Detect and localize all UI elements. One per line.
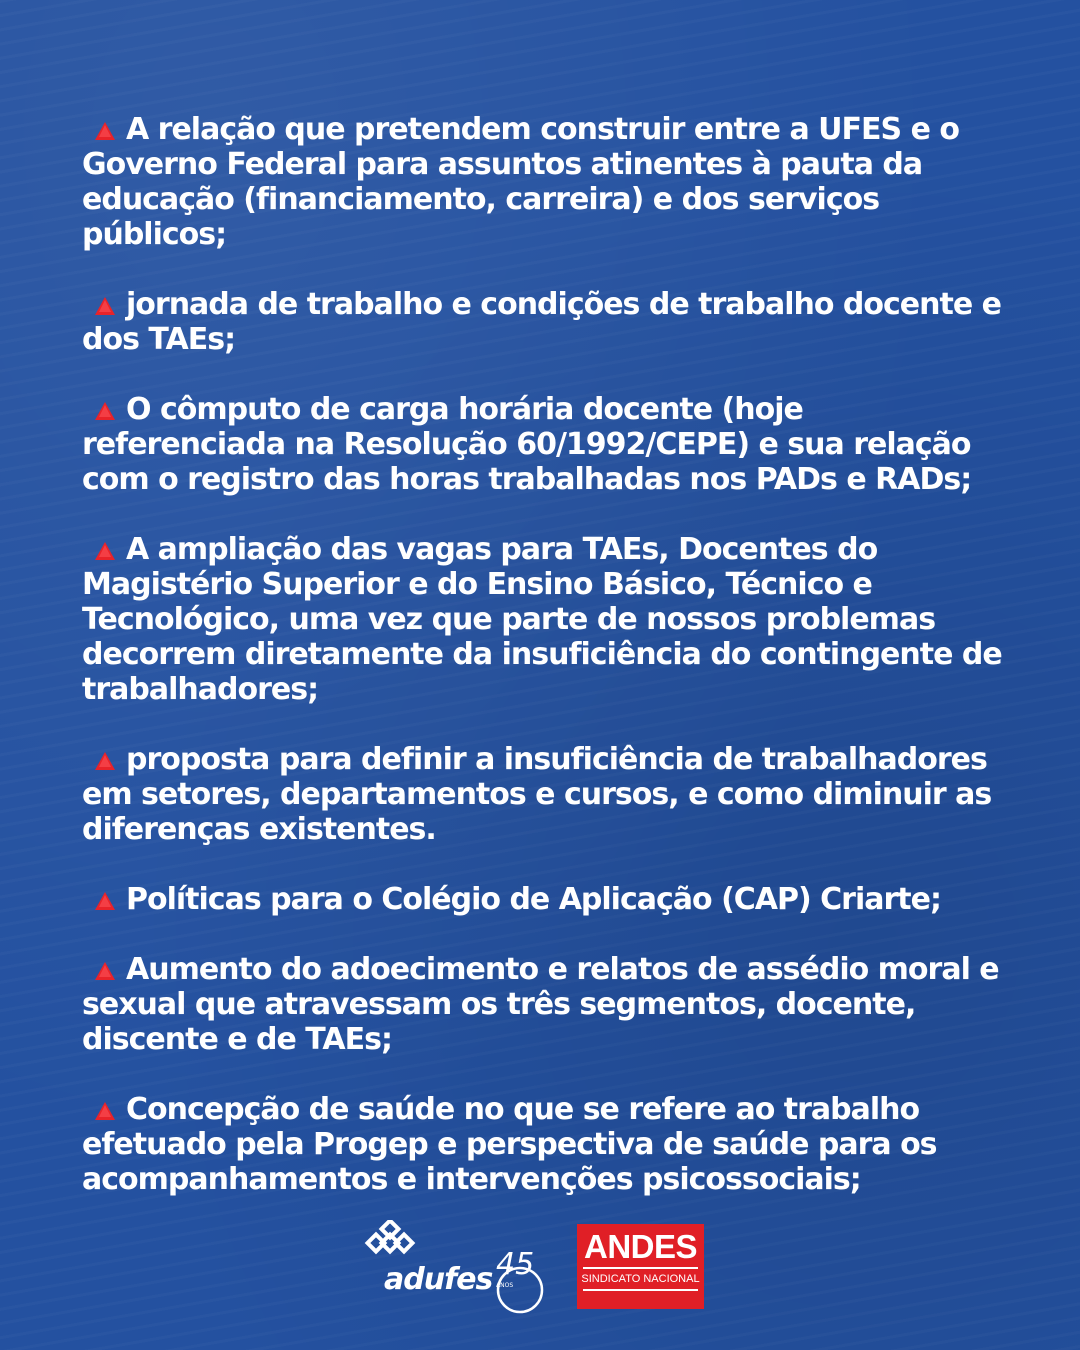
list-item <box>82 287 1002 357</box>
red-triangle-icon <box>94 401 116 421</box>
adufes-emblem-icon <box>362 1220 424 1262</box>
andes-subtitle: SINDICATO NACIONAL <box>581 1273 700 1285</box>
list-item-text: Concepção de saúde no que se refere ao trabalho efetuado pela Progep e perspectiva de saúde para os acompanhamentos e intervenções psicossociais; <box>82 1092 937 1197</box>
list-item <box>82 392 1002 497</box>
list-item <box>82 742 1002 847</box>
red-triangle-icon <box>94 891 116 911</box>
list-item <box>82 882 1002 917</box>
list-item <box>82 952 1002 1057</box>
anniversary-45-badge <box>490 1244 546 1316</box>
footer-logos <box>0 1218 1080 1318</box>
red-triangle-icon <box>94 961 116 981</box>
adufes-logo <box>362 1220 552 1316</box>
andes-divider <box>583 1289 698 1291</box>
list-item-text: O cômputo de carga horária docente (hoje referenciada na Resolução 60/1992/CEPE) e sua relação com o registro das horas trabalhadas nos PADs e RADs; <box>82 392 972 497</box>
list-item-text: proposta para definir a insuficiência de trabalhadores em setores, departamentos e cursos, e como diminuir as diferenças existentes. <box>82 742 992 847</box>
list-item-text: Aumento do adoecimento e relatos de assédio moral e sexual que atravessam os três segmentos, docente, discente e de TAEs; <box>82 952 999 1057</box>
list-item-text: A ampliação das vagas para TAEs, Docentes do Magistério Superior e do Ensino Básico, Técnico e Tecnológico, uma vez que parte de nossos problemas decorrem diretamente da insuficiência do contingente de trabalhadores; <box>82 532 1002 707</box>
list-item-text: jornada de trabalho e condições de trabalho docente e dos TAEs; <box>82 287 1001 357</box>
anniversary-word: ANOS <box>496 1282 514 1289</box>
red-triangle-icon <box>94 121 116 141</box>
red-triangle-icon <box>94 1101 116 1121</box>
andes-logo <box>577 1224 704 1309</box>
list-item-text: A relação que pretendem construir entre a UFES e o Governo Federal para assuntos atinentes à pauta da educação (financiamento, carreira) e dos serviços públicos; <box>82 112 959 252</box>
adufes-wordmark: adufes <box>384 1262 493 1297</box>
anniversary-number: 45 <box>496 1247 535 1282</box>
andes-title: ANDES <box>583 1228 698 1265</box>
red-triangle-icon <box>94 751 116 771</box>
andes-divider <box>583 1267 698 1269</box>
red-triangle-icon <box>94 541 116 561</box>
list-item <box>82 532 1002 707</box>
list-item-text: Políticas para o Colégio de Aplicação (CAP) Criarte; <box>126 882 941 917</box>
list-item <box>82 1092 1002 1197</box>
topics-list <box>82 112 1002 1197</box>
red-triangle-icon <box>94 296 116 316</box>
list-item <box>82 112 1002 252</box>
